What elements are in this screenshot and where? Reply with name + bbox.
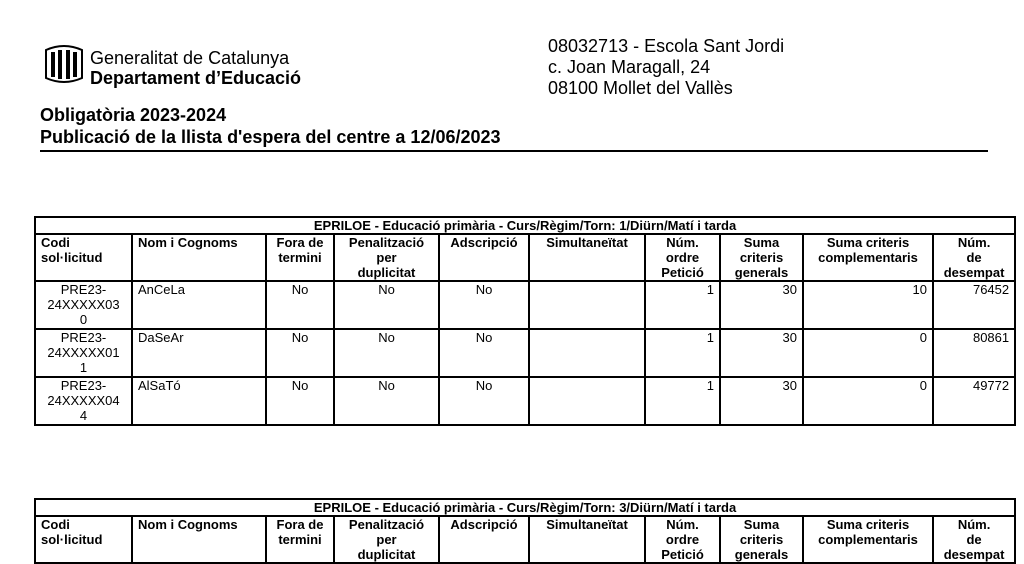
column-header-num-ordre bbox=[645, 516, 720, 563]
document-title bbox=[40, 104, 501, 148]
column-header-nom: Nom i Cognoms bbox=[132, 516, 266, 563]
column-header-simult: Simultaneïtat bbox=[529, 234, 645, 281]
column-header-line: complementaris bbox=[818, 250, 918, 265]
cell-simult bbox=[529, 329, 645, 377]
column-header-line: desempat bbox=[943, 547, 1005, 562]
column-header-line: Suma bbox=[743, 235, 780, 250]
column-header-num-ordre bbox=[645, 234, 720, 281]
cell-fora: No bbox=[266, 377, 334, 425]
column-header-line: Fora de bbox=[276, 517, 324, 532]
column-header-line: complementaris bbox=[818, 532, 918, 547]
cell-desempat: 76452 bbox=[933, 281, 1015, 329]
column-header-num-desempat bbox=[933, 516, 1015, 563]
title-line-1: Obligatòria 2023-2024 bbox=[40, 105, 227, 125]
table-row bbox=[35, 329, 1015, 377]
codi-line: 0 bbox=[79, 312, 88, 327]
column-header-nom: Nom i Cognoms bbox=[132, 234, 266, 281]
organization-name bbox=[90, 48, 301, 88]
table-caption: EPRILOE - Educació primària - Curs/Règim/Torn: 3/Diürn/Matí i tarda bbox=[35, 499, 1015, 516]
column-header-suma-comp bbox=[803, 234, 933, 281]
cell-desempat: 49772 bbox=[933, 377, 1015, 425]
cell-adscripcio: No bbox=[439, 329, 529, 377]
column-header-line: de bbox=[966, 532, 982, 547]
column-header-fora bbox=[266, 234, 334, 281]
column-header-line: Núm. bbox=[666, 517, 699, 532]
column-header-line: Fora de bbox=[276, 235, 324, 250]
cell-suma-comp: 10 bbox=[803, 281, 933, 329]
cell-codi bbox=[35, 377, 132, 425]
column-header-penal bbox=[334, 234, 439, 281]
school-info bbox=[548, 36, 784, 99]
column-header-line: Penalització bbox=[348, 235, 425, 250]
cell-penal: No bbox=[334, 281, 439, 329]
cell-suma-comp: 0 bbox=[803, 377, 933, 425]
school-line-3: 08100 Mollet del Vallès bbox=[548, 78, 733, 98]
column-header-line: Núm. bbox=[666, 235, 699, 250]
school-line-1: 08032713 - Escola Sant Jordi bbox=[548, 36, 785, 56]
cell-penal: No bbox=[334, 377, 439, 425]
cell-num-ordre: 1 bbox=[645, 281, 720, 329]
cell-nom: DaSeAr bbox=[132, 329, 266, 377]
codi-line: PRE23- bbox=[60, 282, 107, 297]
cell-penal: No bbox=[334, 329, 439, 377]
codi-line: PRE23- bbox=[60, 330, 107, 345]
cell-codi bbox=[35, 281, 132, 329]
codi-line: 1 bbox=[79, 360, 88, 375]
column-header-adscripcio: Adscripció bbox=[439, 234, 529, 281]
column-header-line: generals bbox=[734, 547, 789, 562]
column-header-fora bbox=[266, 516, 334, 563]
column-header-line: duplicitat bbox=[357, 547, 416, 562]
column-header-line: termini bbox=[278, 532, 322, 547]
column-header-line: ordre bbox=[665, 250, 700, 265]
waiting-list-table bbox=[34, 498, 1016, 564]
generalitat-logo-icon bbox=[42, 44, 86, 84]
column-header-adscripcio: Adscripció bbox=[439, 516, 529, 563]
column-header-suma-gen bbox=[720, 516, 803, 563]
title-divider bbox=[40, 150, 988, 152]
column-header-line: Suma criteris bbox=[826, 517, 910, 532]
cell-suma-gen: 30 bbox=[720, 377, 803, 425]
title-line-2: Publicació de la llista d'espera del centre a 12/06/2023 bbox=[40, 127, 501, 147]
org-line-1: Generalitat de Catalunya bbox=[90, 48, 290, 68]
column-header-suma-gen bbox=[720, 234, 803, 281]
column-header-codi bbox=[35, 234, 132, 281]
table-row bbox=[35, 377, 1015, 425]
column-header-simult: Simultaneïtat bbox=[529, 516, 645, 563]
table-row bbox=[35, 281, 1015, 329]
cell-fora: No bbox=[266, 329, 334, 377]
codi-line: 24XXXXX04 bbox=[47, 393, 120, 408]
org-line-2: Departament d’Educació bbox=[90, 68, 302, 88]
column-header-line: Penalització bbox=[348, 517, 425, 532]
column-header-line: generals bbox=[734, 265, 789, 280]
column-header-line: Petició bbox=[661, 265, 704, 280]
cell-suma-gen: 30 bbox=[720, 329, 803, 377]
cell-nom: AnCeLa bbox=[132, 281, 266, 329]
column-header-line: desempat bbox=[943, 265, 1005, 280]
cell-adscripcio: No bbox=[439, 281, 529, 329]
column-header-line: ordre bbox=[665, 532, 700, 547]
column-header-line: Codi bbox=[41, 517, 70, 532]
cell-codi bbox=[35, 329, 132, 377]
cell-desempat: 80861 bbox=[933, 329, 1015, 377]
column-header-line: Suma bbox=[743, 517, 780, 532]
column-header-line: Suma criteris bbox=[826, 235, 910, 250]
cell-num-ordre: 1 bbox=[645, 329, 720, 377]
column-header-line: Núm. bbox=[957, 517, 991, 532]
column-header-line: Petició bbox=[661, 547, 704, 562]
cell-simult bbox=[529, 377, 645, 425]
codi-line: 24XXXXX03 bbox=[47, 297, 120, 312]
codi-line: 4 bbox=[79, 408, 88, 423]
table-caption: EPRILOE - Educació primària - Curs/Règim/Torn: 1/Diürn/Matí i tarda bbox=[35, 217, 1015, 234]
column-header-line: Codi bbox=[41, 235, 70, 250]
column-header-line: criteris bbox=[739, 250, 784, 265]
school-line-2: c. Joan Maragall, 24 bbox=[548, 57, 711, 77]
column-header-codi bbox=[35, 516, 132, 563]
codi-line: PRE23- bbox=[60, 378, 107, 393]
cell-adscripcio: No bbox=[439, 377, 529, 425]
cell-num-ordre: 1 bbox=[645, 377, 720, 425]
column-header-line: criteris bbox=[739, 532, 784, 547]
column-header-line: per bbox=[376, 250, 397, 265]
codi-line: 24XXXXX01 bbox=[47, 345, 120, 360]
column-header-line: Núm. bbox=[957, 235, 991, 250]
column-header-line: sol·licitud bbox=[41, 250, 103, 265]
waiting-list-table bbox=[34, 216, 1016, 426]
column-header-line: per bbox=[376, 532, 397, 547]
column-header-penal bbox=[334, 516, 439, 563]
column-header-line: de bbox=[966, 250, 982, 265]
column-header-num-desempat bbox=[933, 234, 1015, 281]
cell-nom: AlSaTó bbox=[132, 377, 266, 425]
cell-simult bbox=[529, 281, 645, 329]
cell-suma-comp: 0 bbox=[803, 329, 933, 377]
cell-suma-gen: 30 bbox=[720, 281, 803, 329]
column-header-line: duplicitat bbox=[357, 265, 416, 280]
column-header-suma-comp bbox=[803, 516, 933, 563]
column-header-line: sol·licitud bbox=[41, 532, 103, 547]
column-header-line: termini bbox=[278, 250, 322, 265]
cell-fora: No bbox=[266, 281, 334, 329]
